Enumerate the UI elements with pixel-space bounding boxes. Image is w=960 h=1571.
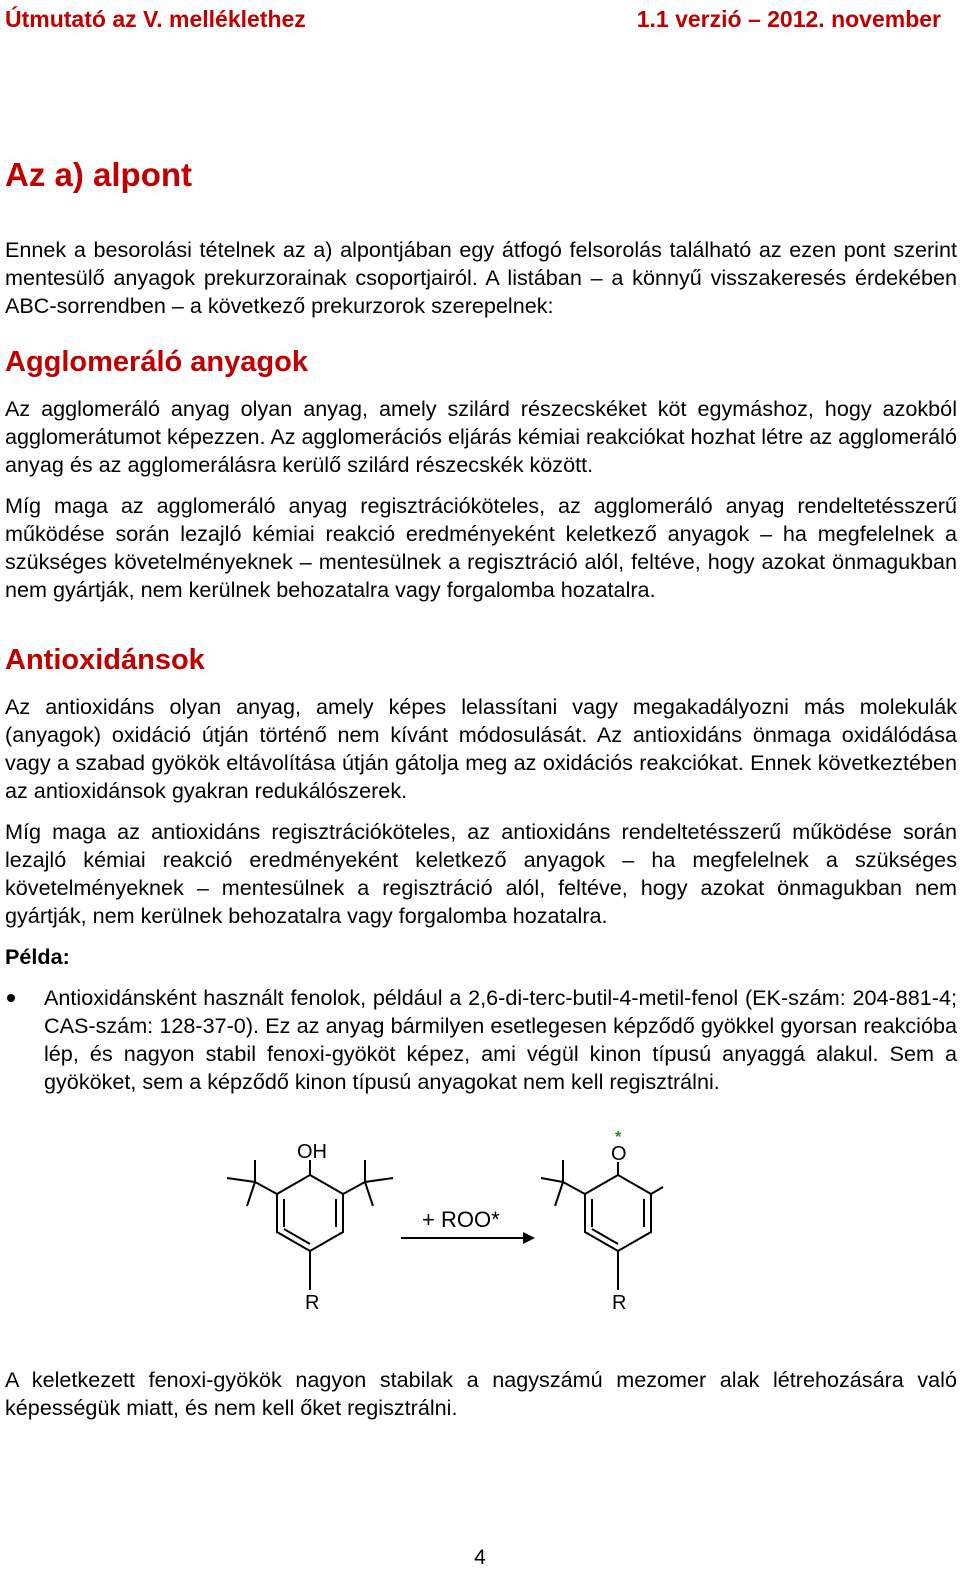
- arrow-head-icon: [523, 1232, 535, 1244]
- header-title: Útmutató az V. melléklethez: [5, 6, 306, 32]
- antioxidans-paragraph-2: Míg maga az antioxidáns regisztrációköteles, az antioxidáns rendeltetésszerű működése során lezajló kémiai reakció eredményeként keletkező anyagok – ha megfelelnek a szükséges követelményeknek – mentesülnek a regisztráció alól, feltéve, hogy azokat önmagukban nem gyártják, nem kerülnek behozatalra vagy forgalomba hozatalra.: [5, 819, 957, 928]
- left-r-label: R: [305, 1292, 320, 1314]
- intro-paragraph: Ennek a besorolási tételnek az a) alpontjában egy átfogó felsorolás található az ezen pont szerint mentesülő anyagok prekurzorainak csoportjairól. A listában – a könnyű visszakeresés érdekében ABC-sorrendben – a következő prekurzorok szerepelnek:: [5, 237, 957, 318]
- antioxidans-paragraph-1: Az antioxidáns olyan anyag, amely képes lelassítani vagy megakadályozni más molekulák (anyagok) oxidáció útján történő nem kívánt módosulását. Az antioxidáns önmaga oxidálódása vagy a szabad gyökök eltávolítása útján gátolja meg az oxidációs reakciókat. Ennek következtében az antioxidánsok gyakran redukálószerek.: [5, 694, 957, 803]
- agglomeralo-heading-wrap: [5, 346, 308, 379]
- reaction-figure: [205, 1130, 665, 1320]
- o-label: O: [611, 1143, 627, 1165]
- radical-star-icon: *: [615, 1130, 622, 1146]
- section-title: Az a) alpont: [5, 156, 192, 193]
- example-bullet-text: Antioxidánsként használt fenolok, például a 2,6-di-terc-butil-4-metil-fenol (EK-szám: 204-881-4; CAS-szám: 128-37-0). Ez az anyag bármilyen esetlegesen képződő gyökkel gyorsan reakcióba lép, és nagyon stabil fenoxi-gyököt képez, ami végül kinon típusú anyaggá alakul. Sem a gyököket, sem a képződő kinon típusú anyagokat nem kell regisztrálni.: [44, 985, 957, 1094]
- oh-label: OH: [297, 1141, 327, 1163]
- agglomeralo-paragraph-2: Míg maga az agglomeráló anyag regisztrációköteles, az agglomeráló anyag rendeltetésszerű működése során lezajló kémiai reakció eredményeként keletkező anyagok – ha megfelelnek a szükséges követelményeknek – mentesülnek a regisztráció alól, feltéve, hogy azokat önmagukban nem gyártják, nem kerülnek behozatalra vagy forgalomba hozatalra.: [5, 493, 957, 602]
- bullet-icon: [7, 994, 15, 1002]
- header-version: 1.1 verzió – 2012. november: [636, 6, 941, 32]
- agglomeralo-paragraph-1: Az agglomeráló anyag olyan anyag, amely szilárd részecskéket köt egymáshoz, hogy azokból agglomerátumot képezzen. Az agglomerációs eljárás kémiai reakciókat hozhat létre az agglomeráló anyag és az agglomerálásra kerülő szilárd részecskék között.: [5, 396, 957, 477]
- page-number: 4: [474, 1546, 486, 1569]
- agglomeralo-heading: Agglomeráló anyagok: [5, 346, 308, 378]
- conclusion-paragraph: A keletkezett fenoxi-gyökök nagyon stabilak a nagyszámú mezomer alak létrehozására való képességük miatt, és nem kell őket regisztrálni.: [5, 1367, 957, 1420]
- right-r-label: R: [612, 1292, 627, 1314]
- phenoxy-radical-structure: [541, 1160, 663, 1290]
- arrow-label: + ROO*: [422, 1207, 500, 1232]
- phenol-structure: [227, 1160, 393, 1290]
- antioxidans-heading-wrap: [5, 644, 205, 677]
- example-label: Példa:: [5, 944, 70, 969]
- antioxidans-heading: Antioxidánsok: [5, 644, 205, 676]
